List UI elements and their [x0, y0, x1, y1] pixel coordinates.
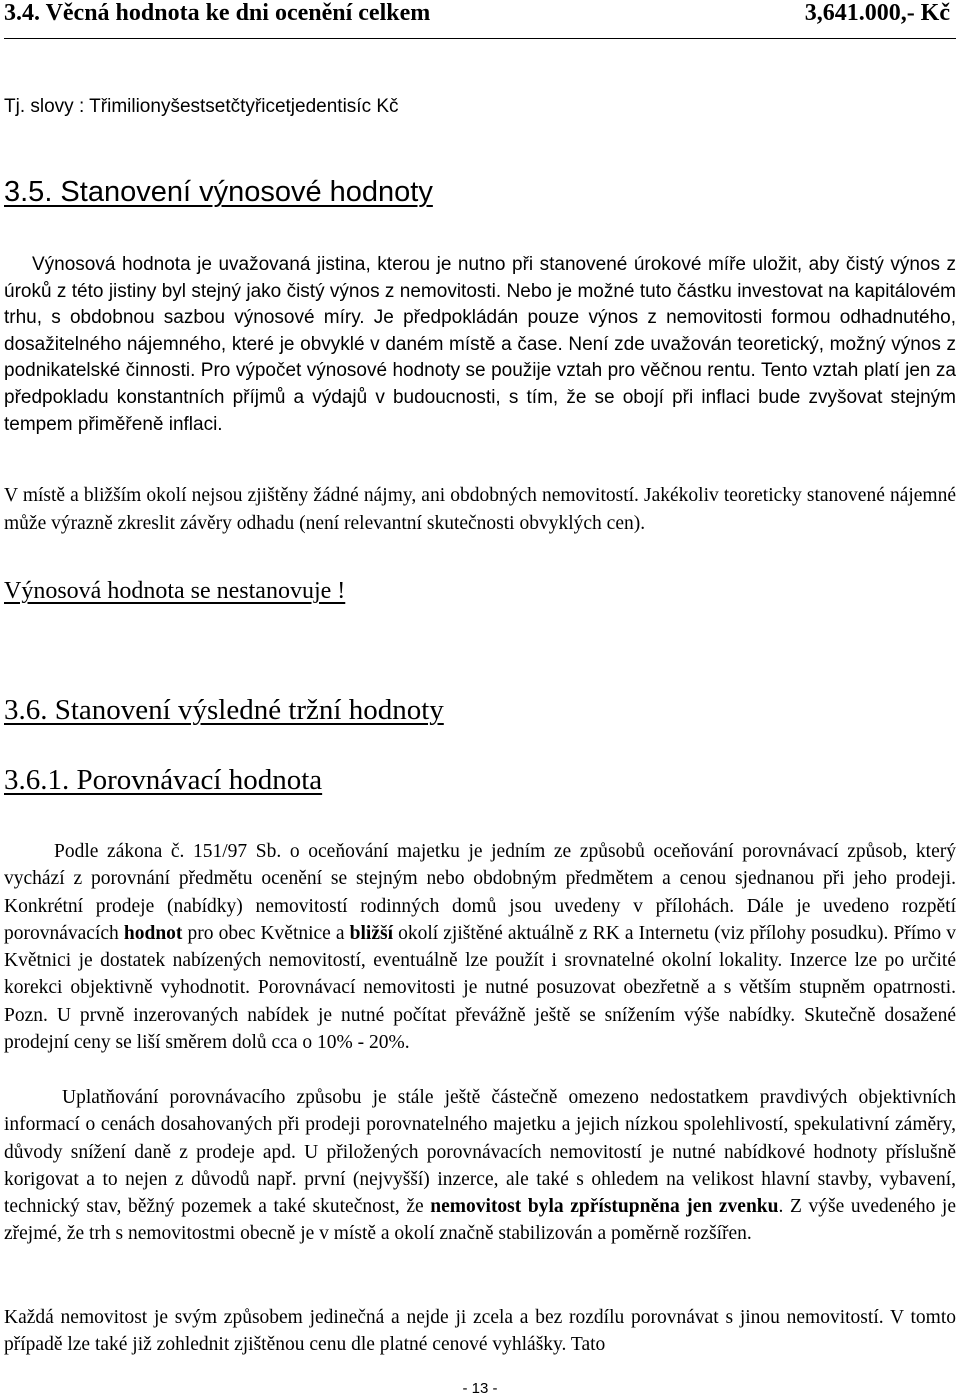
p2-text-a: Uplatňování porovnávacího způsobu je stále ještě částečně omezeno nedostatkem pravdivých objektivních informací o cenách dosahovaných při prodeji porovnatelného majetku a jejich nízkou spolehlivostí, spekulativní záměry, důvody snížení daně z prodeje apd. U přiložených porovnávacích nemovitostí je nutné nabídkové hodnoty příslušně korigovat a to nejen z důvodů např. první (nejvyšší) inzerce, ale také s ohledem na velikost hlavní stavby, vybavení, technický stav, běžný pozemek a také skutečnost, že: [4, 1087, 956, 1218]
p2-bold-text: nemovitost byla zpřístupněna jen zvenku: [430, 1196, 779, 1218]
section-3-5-paragraph-2: V místě a bližším okolí nejsou zjištěny žádné nájmy, ani obdobných nemovitostí. Jakékoliv teoreticky stanovené nájemné může výrazně zkreslit závěry odhadu (není relevantní skutečnosti obvyklých cen).: [4, 485, 956, 534]
section-3-4-title: 3.4. Věcná hodnota ke dni ocenění celkem: [4, 0, 431, 26]
section-3-6-1-paragraph-3: Každá nemovitost je svým způsobem jedinečná a nejde ji zcela a bez rozdílu porovnávat s jinou nemovitostí. V tomto případě lze také již zohlednit zjištěnou cenu dle platné cenové vyhlášky. Tato: [4, 1307, 956, 1356]
p1-text-d: okolí zjištěné aktuálně z RK a Internetu (viz přílohy posudku). Přímo v Květnici je dostatek nabízených nemovitostí, eventuálně lze použít i srovnatelné okolní lokality. Inzerce lze po určité korekci objektivně vyhodnotit. Porovnávací nemovitosti je nutné posuzovat obezřetně a s větším stupněm opatrnosti. Pozn. U prvně inzerovaných nabídek je nutné počítat převážně ještě se snížením výše nabídky. Skutečně dosažené prodejní ceny se liší směrem dolů cca o 10% - 20%.: [4, 922, 956, 1054]
section-3-4-heading: [4, 0, 956, 39]
section-3-6-1-paragraph-2: [4, 1084, 956, 1248]
p1-bold-blizsi: bližší: [349, 922, 393, 944]
p1-text-a: Podle zákona č. 151/97 Sb. o oceňování majetku je jedním ze způsobů oceňování porovnávací způsob, který vychází z porovnání předmětu ocenění se stejným nebo obdobným předmětem a cenou sjednanou při jeho prodeji. Konkrétní prodeje (nabídky) nemovitostí rodinných domů jsou uvedeny v přílohách. Dále je uvedeno rozpětí porovnávacích: [4, 841, 956, 944]
p2-text-c: . Z výše uvedeného je zřejmé, že trh s nemovitostmi obecně je v místě a okolí značně stabilizován a poměrně rozšířen.: [4, 1196, 957, 1245]
income-value-conclusion: Výnosová hodnota se nestanovuje !: [4, 578, 346, 604]
section-3-6-1-title: 3.6.1. Porovnávací hodnota: [4, 764, 323, 796]
section-3-4-amount: 3,641.000,- Kč: [804, 0, 950, 26]
amount-in-words: Tj. slovy : Třimilionyšestsetčtyřicetjedentisíc Kč: [4, 96, 399, 117]
section-3-6-1-paragraph-1: [4, 838, 956, 1056]
section-3-5-paragraph-1: Výnosová hodnota je uvažovaná jistina, kterou je nutno při stanovené úrokové míře uložit, aby čistý výnos z úroků z této jistiny byl stejný jako čistý výnos z nemovitosti. Nebo je možné tuto částku investovat na kapitálovém trhu, s obdobnou sazbou výnosové míry. Je předpokládán pouze výnos z nemovitosti formou odhadnutého, dosažitelného nájemného, které je obvyklé v daném místě a čase. Není zde uvažován teoretický, možný výnos z podnikatelské činnosti. Pro výpočet výnosové hodnoty se použije vztah pro věčnou rentu. Tento vztah platí jen za předpokladu konstantních příjmů a výdajů v budoucnosti, s tím, že se obojí při inflaci bude zvyšovat stejným tempem přiměřeně inflaci.: [4, 254, 956, 435]
section-3-6-title: 3.6. Stanovení výsledné tržní hodnoty: [4, 694, 444, 726]
section-3-5-title: 3.5. Stanovení výnosové hodnoty: [4, 176, 433, 208]
page-number: - 13 -: [462, 1380, 498, 1397]
p1-text-c: pro obec Květnice a: [182, 922, 350, 944]
p1-bold-hodnot: hodnot: [123, 922, 183, 944]
